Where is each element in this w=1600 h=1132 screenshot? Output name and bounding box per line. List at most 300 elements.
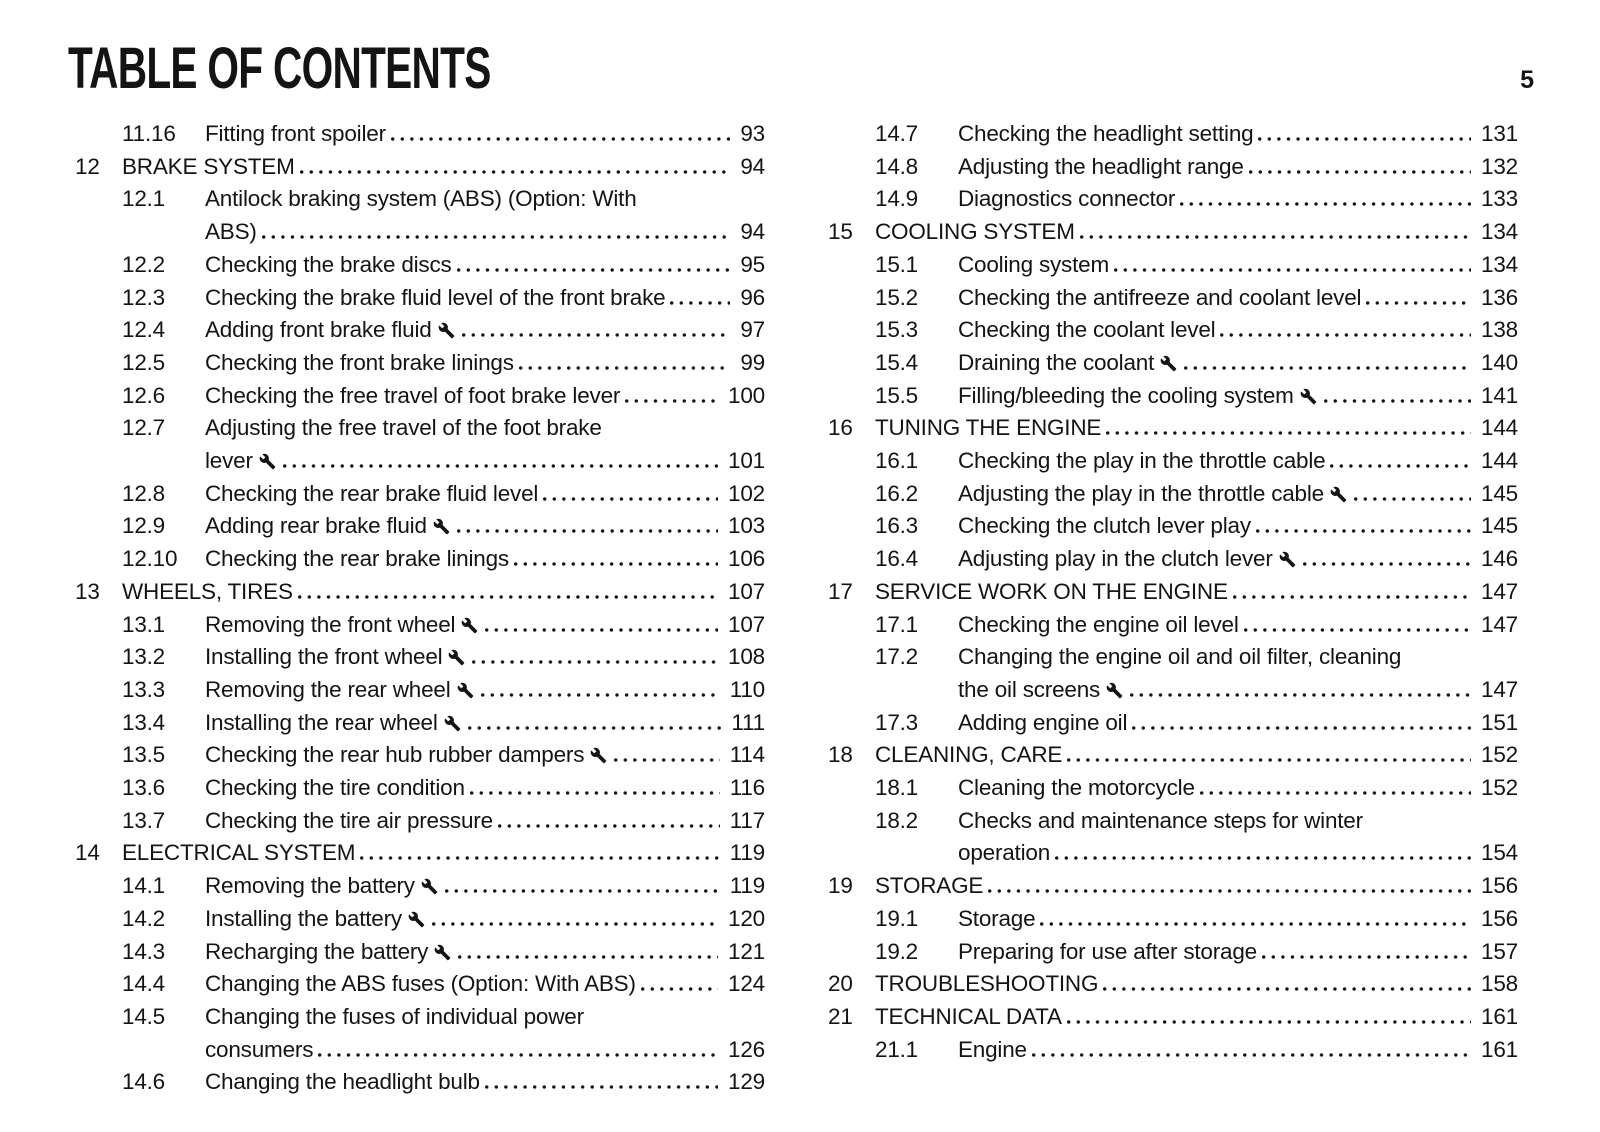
toc-entry-page: 107 — [728, 611, 765, 637]
toc-entry — [828, 347, 1518, 380]
toc-entry — [828, 707, 1518, 740]
toc-entry — [828, 1001, 1518, 1034]
toc-entry — [75, 609, 765, 642]
toc-entry-row — [828, 609, 1518, 642]
toc-entry — [828, 510, 1518, 543]
toc-entry-page: 121 — [728, 938, 765, 964]
toc-entry-row — [75, 282, 765, 315]
toc-entry-page: 146 — [1481, 546, 1518, 572]
toc-entry-page: 147 — [1481, 578, 1518, 604]
toc-entry-row — [75, 380, 765, 413]
toc-entry-row — [828, 478, 1518, 511]
toc-entry-row — [828, 968, 1518, 1001]
toc-entry-number: 12.7 — [122, 415, 165, 441]
toc-entry-page: 152 — [1481, 742, 1518, 768]
toc-entry-row — [75, 347, 765, 380]
toc-entry — [828, 216, 1518, 249]
toc-entry-page: 131 — [1481, 121, 1518, 146]
toc-entry-page: 103 — [728, 513, 765, 539]
toc-entry-title: Checking the free travel of foot brake lever — [205, 382, 621, 408]
toc-entry-page: 147 — [1481, 676, 1518, 702]
toc-entry-title: WHEELS, TIRES — [122, 578, 293, 604]
dot-leader — [283, 464, 718, 468]
dot-leader — [1256, 529, 1471, 533]
toc-entry-title: Installing the rear wheel — [205, 709, 438, 735]
toc-entry-page: 96 — [740, 284, 765, 310]
dot-leader — [1106, 431, 1471, 435]
toc-entry-number: 14.2 — [122, 905, 165, 931]
toc-entry — [75, 576, 765, 609]
toc-entry-title: TECHNICAL DATA — [875, 1003, 1062, 1029]
toc-entry — [75, 412, 765, 477]
toc-entry — [828, 576, 1518, 609]
dot-leader — [360, 856, 719, 860]
toc-entry-title: Cooling system — [958, 251, 1110, 277]
dot-leader — [432, 922, 718, 926]
toc-entry-number: 14.6 — [122, 1069, 165, 1095]
toc-entry-page: 107 — [728, 578, 765, 604]
toc-entry — [828, 1034, 1518, 1067]
toc-entry-number: 12.1 — [122, 186, 165, 212]
toc-entry-row — [75, 445, 765, 478]
toc-entry-row — [75, 183, 765, 216]
toc-entry — [828, 412, 1518, 445]
toc-entry-number: 16 — [828, 415, 853, 441]
toc-entry-title: Checking the rear hub rubber dampers — [205, 742, 585, 768]
toc-entry-page: 93 — [740, 121, 765, 146]
toc-entry-page: 101 — [728, 448, 765, 474]
dot-leader — [625, 399, 718, 403]
dot-leader — [1055, 856, 1471, 860]
toc-entry-title: Engine — [958, 1036, 1027, 1062]
toc-entry-title: Checking the front brake linings — [205, 349, 514, 375]
toc-entry-title: Changing the ABS fuses (Option: With ABS) — [205, 971, 636, 997]
dot-leader — [1354, 497, 1471, 501]
toc-entry-page: 119 — [729, 873, 765, 899]
dot-leader — [1103, 987, 1471, 991]
dot-leader — [641, 987, 718, 991]
toc-entry-number: 15 — [828, 219, 853, 245]
toc-entry-row — [828, 870, 1518, 903]
toc-entry-page: 145 — [1481, 480, 1518, 506]
toc-entry-number: 19 — [828, 873, 853, 899]
toc-entry-page: 147 — [1481, 611, 1518, 637]
wrench-icon — [461, 617, 478, 634]
toc-entry-number: 13 — [75, 578, 100, 604]
toc-entry — [828, 968, 1518, 1001]
toc-entry-row — [828, 936, 1518, 969]
toc-entry-row — [75, 576, 765, 609]
toc-entry-row — [828, 151, 1518, 184]
toc-entry-page: 140 — [1481, 349, 1518, 375]
toc-entry — [828, 314, 1518, 347]
dot-leader — [457, 529, 718, 533]
toc-entry — [828, 249, 1518, 282]
toc-entry-number: 13.2 — [122, 644, 165, 670]
toc-entry-number: 12.3 — [122, 284, 165, 310]
toc-entry — [75, 249, 765, 282]
dot-leader — [1067, 758, 1471, 762]
toc-entry-row — [75, 903, 765, 936]
wrench-icon — [590, 747, 607, 764]
toc-entry — [828, 609, 1518, 642]
toc-entry-number: 12.5 — [122, 349, 165, 375]
toc-entry-page: 134 — [1481, 219, 1518, 245]
toc-entry-title: TUNING THE ENGINE — [875, 415, 1102, 441]
toc-entry-page: 138 — [1481, 317, 1518, 343]
toc-entry-number: 12.8 — [122, 480, 165, 506]
toc-entry-row — [75, 1001, 765, 1034]
toc-entry-number: 16.3 — [875, 513, 918, 539]
toc-entry — [75, 870, 765, 903]
toc-entry-row — [828, 183, 1518, 216]
toc-entry-page: 126 — [728, 1036, 765, 1062]
toc-entry-number: 17 — [828, 578, 853, 604]
toc-column-left — [75, 118, 765, 1099]
wrench-icon — [1160, 355, 1177, 372]
toc-entry-title: Checking the coolant level — [958, 317, 1216, 343]
dot-leader — [519, 366, 731, 370]
toc-entry-row — [75, 216, 765, 249]
toc-entry-number: 12.4 — [122, 317, 165, 343]
toc-entry-title: lever — [205, 448, 253, 474]
dot-leader — [670, 301, 730, 305]
toc-entry — [828, 772, 1518, 805]
page-header — [0, 36, 1600, 101]
toc-entry-row — [828, 641, 1518, 674]
toc-entry-row — [828, 249, 1518, 282]
dot-leader — [300, 170, 731, 174]
toc-entry — [75, 151, 765, 184]
toc-entry-page: 114 — [729, 742, 765, 768]
toc-entry-title: ABS) — [205, 219, 257, 245]
toc-entry-title: Checking the rear brake linings — [205, 546, 509, 572]
toc-entry-row — [828, 282, 1518, 315]
toc-entry-number: 19.2 — [875, 938, 918, 964]
toc-entry-number: 17.1 — [875, 611, 918, 637]
wrench-icon — [444, 715, 461, 732]
toc-entry-row — [828, 412, 1518, 445]
toc-entry-row — [828, 739, 1518, 772]
wrench-icon — [457, 682, 474, 699]
toc-entry — [75, 380, 765, 413]
toc-entry-title: COOLING SYSTEM — [875, 219, 1075, 245]
dot-leader — [1200, 791, 1471, 795]
toc-entry — [828, 118, 1518, 151]
toc-entry-number: 13.5 — [122, 742, 165, 768]
toc-entry — [75, 936, 765, 969]
dot-leader — [1233, 595, 1471, 599]
toc-entry-row — [828, 543, 1518, 576]
toc-entry-page: 158 — [1481, 971, 1518, 997]
toc-entry-title: Draining the coolant — [958, 349, 1155, 375]
toc-entry-page: 133 — [1481, 186, 1518, 212]
dot-leader — [468, 726, 722, 730]
toc-entry-row — [75, 968, 765, 1001]
toc-entry-number: 17.3 — [875, 709, 918, 735]
dot-leader — [472, 660, 718, 664]
toc-entry-number: 13.3 — [122, 676, 165, 702]
dot-leader — [1249, 170, 1471, 174]
toc-entry-number: 14 — [75, 840, 100, 866]
toc-entry — [828, 641, 1518, 706]
toc-entry-title: Storage — [958, 905, 1036, 931]
dot-leader — [1324, 399, 1471, 403]
toc-entry-number: 15.3 — [875, 317, 918, 343]
toc-entry-number: 17.2 — [875, 644, 918, 670]
toc-entry-page: 116 — [729, 775, 765, 801]
toc-entry-page: 156 — [1481, 905, 1518, 931]
toc-entry — [75, 282, 765, 315]
toc-entry-title: Removing the battery — [205, 873, 415, 899]
toc-entry — [828, 739, 1518, 772]
toc-entry-row — [75, 1066, 765, 1099]
dot-leader — [514, 562, 718, 566]
toc-entry — [828, 543, 1518, 576]
toc-entry-title: Removing the rear wheel — [205, 676, 451, 702]
toc-entry — [828, 151, 1518, 184]
dot-leader — [485, 628, 718, 632]
toc-entry-title: Checking the engine oil level — [958, 611, 1239, 637]
toc-entry-page: 152 — [1481, 775, 1518, 801]
toc-entry — [75, 739, 765, 772]
toc-entry-page: 141 — [1481, 382, 1518, 408]
toc-entry — [75, 707, 765, 740]
toc-entry — [75, 183, 765, 248]
toc-entry-number: 12.6 — [122, 382, 165, 408]
dot-leader — [462, 333, 731, 337]
toc-entry-title: Adjusting the play in the throttle cable — [958, 480, 1324, 506]
dot-leader — [1130, 693, 1471, 697]
dot-leader — [481, 693, 720, 697]
toc-entry-number: 12 — [75, 153, 100, 179]
toc-entry-page: 117 — [729, 807, 765, 833]
toc-entry-title: Adding rear brake fluid — [205, 513, 427, 539]
toc-entry-page: 124 — [728, 971, 765, 997]
toc-entry-title: Fitting front spoiler — [205, 121, 386, 146]
toc-entry-page: 154 — [1481, 840, 1518, 866]
toc-entry-title: Checking the rear brake fluid level — [205, 480, 539, 506]
toc-entry-title: Removing the front wheel — [205, 611, 456, 637]
toc-entry-number: 14.8 — [875, 153, 918, 179]
toc-entry-title: Checking the play in the throttle cable — [958, 448, 1326, 474]
toc-entry-title: CLEANING, CARE — [875, 742, 1063, 768]
toc-entry-page: 156 — [1481, 873, 1518, 899]
dot-leader — [1258, 137, 1471, 141]
dot-leader — [1330, 464, 1471, 468]
toc-entry-page: 97 — [740, 317, 765, 343]
toc-entry-page: 95 — [740, 251, 765, 277]
toc-entry-title: Antilock braking system (ABS) (Option: With — [205, 186, 637, 212]
dot-leader — [458, 955, 718, 959]
toc-entry-title: Adjusting the headlight range — [958, 153, 1244, 179]
toc-entry-row — [828, 805, 1518, 838]
toc-entry — [75, 805, 765, 838]
wrench-icon — [438, 322, 455, 339]
toc-entry-row — [75, 151, 765, 184]
dot-leader — [1040, 922, 1471, 926]
toc-entry — [75, 510, 765, 543]
toc-entry-title: Cleaning the motorcycle — [958, 775, 1195, 801]
toc-entry-number: 13.6 — [122, 775, 165, 801]
dot-leader — [318, 1053, 718, 1057]
toc-entry-number: 21.1 — [875, 1036, 918, 1062]
toc-entry-number: 14.4 — [122, 971, 165, 997]
toc-entry — [75, 314, 765, 347]
toc-entry-number: 12.10 — [122, 546, 178, 572]
wrench-icon — [259, 453, 276, 470]
toc-entry-number: 12.2 — [122, 251, 165, 277]
dot-leader — [1184, 366, 1471, 370]
wrench-icon — [1330, 486, 1347, 503]
toc-entry-page: 157 — [1481, 938, 1518, 964]
toc-entry-row — [75, 510, 765, 543]
toc-entry — [828, 870, 1518, 903]
toc-entry-title: Changing the fuses of individual power — [205, 1003, 584, 1029]
toc-entry-title: Adding engine oil — [958, 709, 1128, 735]
toc-entry-number: 19.1 — [875, 905, 918, 931]
wrench-icon — [421, 878, 438, 895]
toc-entry-page: 110 — [729, 676, 765, 702]
toc-entry — [75, 347, 765, 380]
toc-entry — [75, 478, 765, 511]
toc-entry-title: Checking the tire air pressure — [205, 807, 493, 833]
toc-entry-row — [828, 380, 1518, 413]
dot-leader — [1262, 955, 1471, 959]
dot-leader — [1132, 726, 1471, 730]
toc-entry-row — [828, 674, 1518, 707]
toc-entry-number: 13.4 — [122, 709, 165, 735]
toc-entry-title: BRAKE SYSTEM — [122, 153, 295, 179]
toc-entry-number: 14.7 — [875, 121, 918, 146]
toc-entry-row — [828, 903, 1518, 936]
dot-leader — [1067, 1020, 1471, 1024]
toc-entry-number: 15.2 — [875, 284, 918, 310]
toc-entry-row — [828, 510, 1518, 543]
toc-entry-title: Checks and maintenance steps for winter — [958, 807, 1363, 833]
toc-entry-row — [828, 347, 1518, 380]
wrench-icon — [434, 944, 451, 961]
toc-entry-row — [75, 772, 765, 805]
toc-entry — [828, 903, 1518, 936]
toc-entry-number: 12.9 — [122, 513, 165, 539]
toc-entry-title: Diagnostics connector — [958, 186, 1176, 212]
toc-entry-number: 15.5 — [875, 382, 918, 408]
toc-entry-row — [828, 837, 1518, 870]
toc-entry-page: 134 — [1481, 251, 1518, 277]
toc-entry-page: 100 — [728, 382, 765, 408]
toc-entry-row — [828, 772, 1518, 805]
toc-entry-number: 18 — [828, 742, 853, 768]
page-number: 5 — [1520, 66, 1534, 94]
toc-entry-title: Checking the antifreeze and coolant level — [958, 284, 1362, 310]
toc-column-right — [828, 118, 1518, 1099]
toc-entry-title: consumers — [205, 1036, 314, 1062]
toc-entry — [828, 183, 1518, 216]
toc-entry — [75, 118, 765, 151]
toc-entry-row — [75, 412, 765, 445]
dot-leader — [1032, 1053, 1471, 1057]
toc-entry-title: ELECTRICAL SYSTEM — [122, 840, 356, 866]
toc-entry — [75, 641, 765, 674]
dot-leader — [498, 824, 720, 828]
toc-entry-title: Installing the battery — [205, 905, 402, 931]
table-of-contents — [75, 118, 1600, 1099]
toc-entry-title: SERVICE WORK ON THE ENGINE — [875, 578, 1228, 604]
toc-entry-row — [828, 314, 1518, 347]
dot-leader — [1080, 235, 1471, 239]
toc-entry-row — [75, 674, 765, 707]
toc-entry-title: STORAGE — [875, 873, 984, 899]
wrench-icon — [1106, 682, 1123, 699]
toc-entry-title: Adding front brake fluid — [205, 317, 432, 343]
toc-entry-row — [828, 118, 1518, 151]
toc-entry-number: 14.9 — [875, 186, 918, 212]
toc-entry-row — [75, 543, 765, 576]
toc-entry-title: Changing the headlight bulb — [205, 1069, 480, 1095]
toc-entry-row — [828, 707, 1518, 740]
toc-entry-page: 102 — [728, 480, 765, 506]
toc-entry — [828, 282, 1518, 315]
toc-entry-number: 13.7 — [122, 807, 165, 833]
toc-entry-page: 145 — [1481, 513, 1518, 539]
toc-entry-row — [75, 478, 765, 511]
wrench-icon — [408, 911, 425, 928]
toc-entry-number: 11.16 — [122, 121, 176, 146]
toc-entry-title: Checking the tire condition — [205, 775, 465, 801]
dot-leader — [1180, 202, 1471, 206]
toc-entry-number: 14.5 — [122, 1003, 165, 1029]
dot-leader — [1366, 301, 1471, 305]
toc-entry-page: 94 — [740, 153, 765, 179]
toc-entry-page: 94 — [740, 219, 765, 245]
dot-leader — [391, 137, 730, 141]
wrench-icon — [448, 649, 465, 666]
toc-entry-number: 21 — [828, 1003, 853, 1029]
toc-entry-row — [75, 805, 765, 838]
toc-entry-row — [75, 936, 765, 969]
toc-entry-page: 132 — [1481, 153, 1518, 179]
toc-entry-row — [828, 1034, 1518, 1067]
toc-entry-page: 111 — [731, 709, 765, 735]
toc-entry-page: 99 — [740, 349, 765, 375]
toc-entry-page: 161 — [1481, 1003, 1518, 1029]
toc-entry-title: operation — [958, 840, 1051, 866]
toc-entry — [828, 805, 1518, 870]
dot-leader — [1303, 562, 1471, 566]
toc-entry-title: Checking the clutch lever play — [958, 513, 1251, 539]
toc-entry-row — [828, 576, 1518, 609]
page-title: TABLE OF CONTENTS — [68, 36, 491, 101]
dot-leader — [470, 791, 720, 795]
wrench-icon — [433, 518, 450, 535]
toc-entry — [75, 968, 765, 1001]
toc-entry-page: 151 — [1481, 709, 1518, 735]
toc-entry-title: TROUBLESHOOTING — [875, 971, 1099, 997]
toc-entry-page: 136 — [1481, 284, 1518, 310]
toc-entry-title: Checking the brake fluid level of the front brake — [205, 284, 666, 310]
toc-entry-row — [828, 216, 1518, 249]
toc-entry-number: 18.1 — [875, 775, 918, 801]
toc-entry — [75, 903, 765, 936]
toc-entry-page: 119 — [729, 840, 765, 866]
toc-entry-row — [828, 1001, 1518, 1034]
toc-entry-row — [828, 445, 1518, 478]
toc-entry-title: the oil screens — [958, 676, 1101, 702]
toc-entry-number: 20 — [828, 971, 853, 997]
toc-entry — [75, 837, 765, 870]
toc-entry-number: 16.1 — [875, 448, 918, 474]
